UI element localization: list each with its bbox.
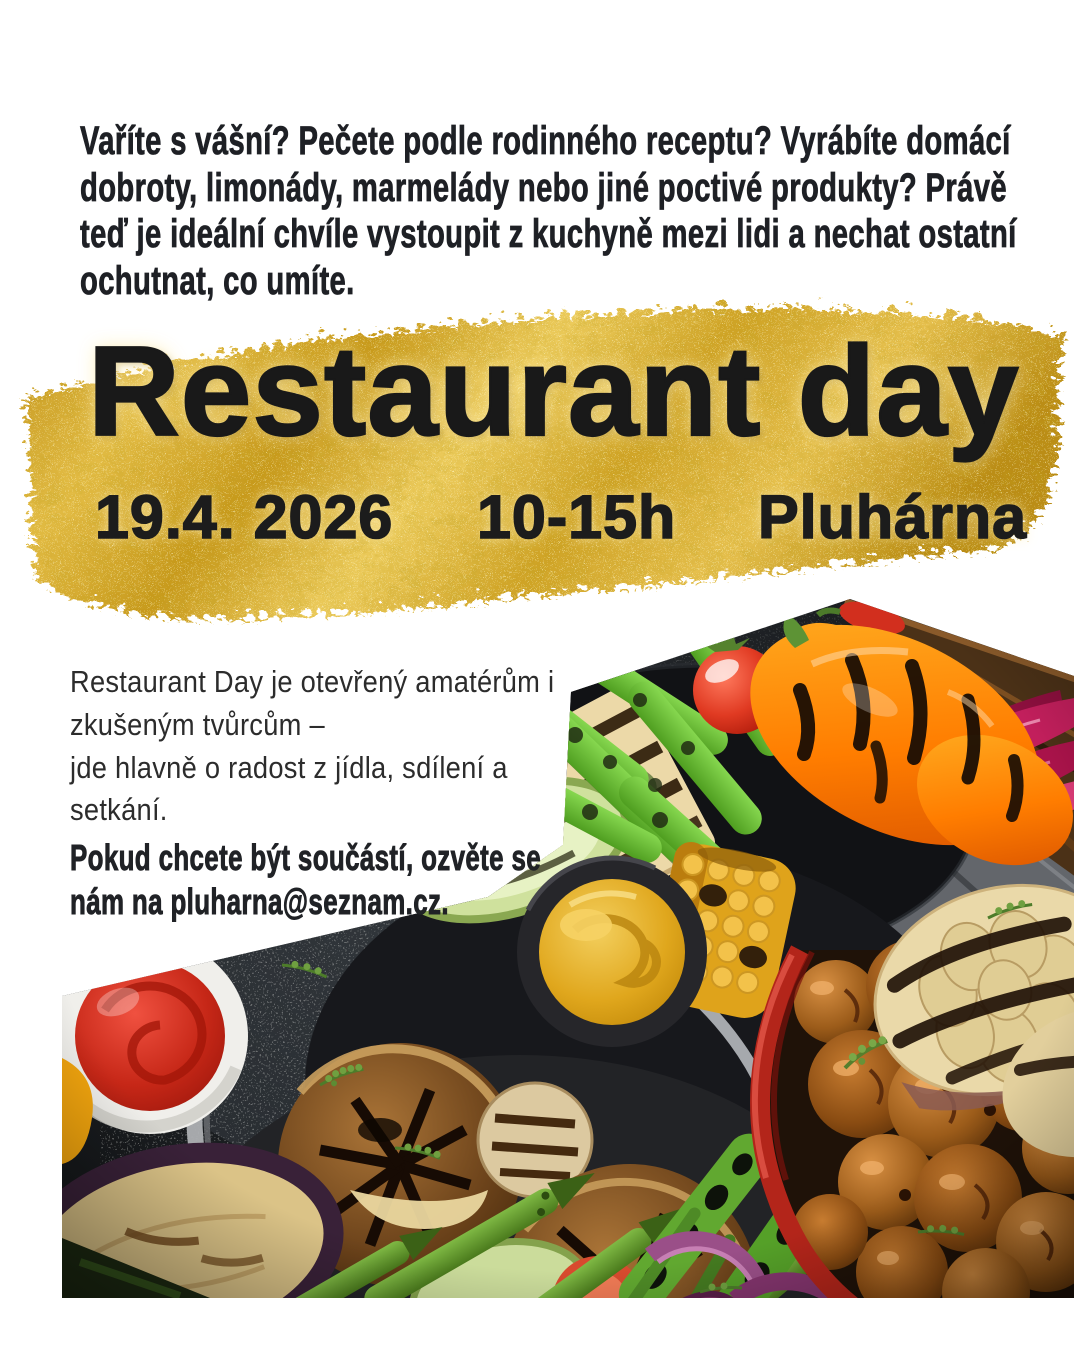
event-venue: Pluhárna <box>758 483 1028 551</box>
description-line: Restaurant Day je otevřený amatérům i <box>70 664 555 699</box>
headline-title: Restaurant day <box>88 320 1020 462</box>
description-line: zkušeným tvůrcům – <box>70 706 325 742</box>
description-line: setkání. <box>70 792 168 828</box>
description-line: jde hlavně o radost z jídla, sdílení a <box>70 749 508 785</box>
cta-line: Pokud chcete být součástí, ozvěte se <box>70 837 542 878</box>
intro-line: ochutnat, co umíte. <box>80 258 355 303</box>
event-date: 19.4. 2026 <box>95 483 394 551</box>
cta-line: nám na pluharna@seznam.cz. <box>70 881 449 922</box>
intro-line: dobroty, limonády, marmelády nebo jiné poctivé produkty? Právě <box>80 165 1007 210</box>
cta-paragraph <box>70 836 541 924</box>
intro-line: teď je ideální chvíle vystoupit z kuchyně mezi lidi a nechat ostatní <box>80 212 1017 257</box>
intro-paragraph <box>80 118 1017 304</box>
description-paragraph <box>70 661 554 832</box>
event-time: 10-15h <box>477 483 677 551</box>
intro-line: Vaříte s vášní? Pečete podle rodinného receptu? Vyrábíte domácí <box>80 119 1011 163</box>
